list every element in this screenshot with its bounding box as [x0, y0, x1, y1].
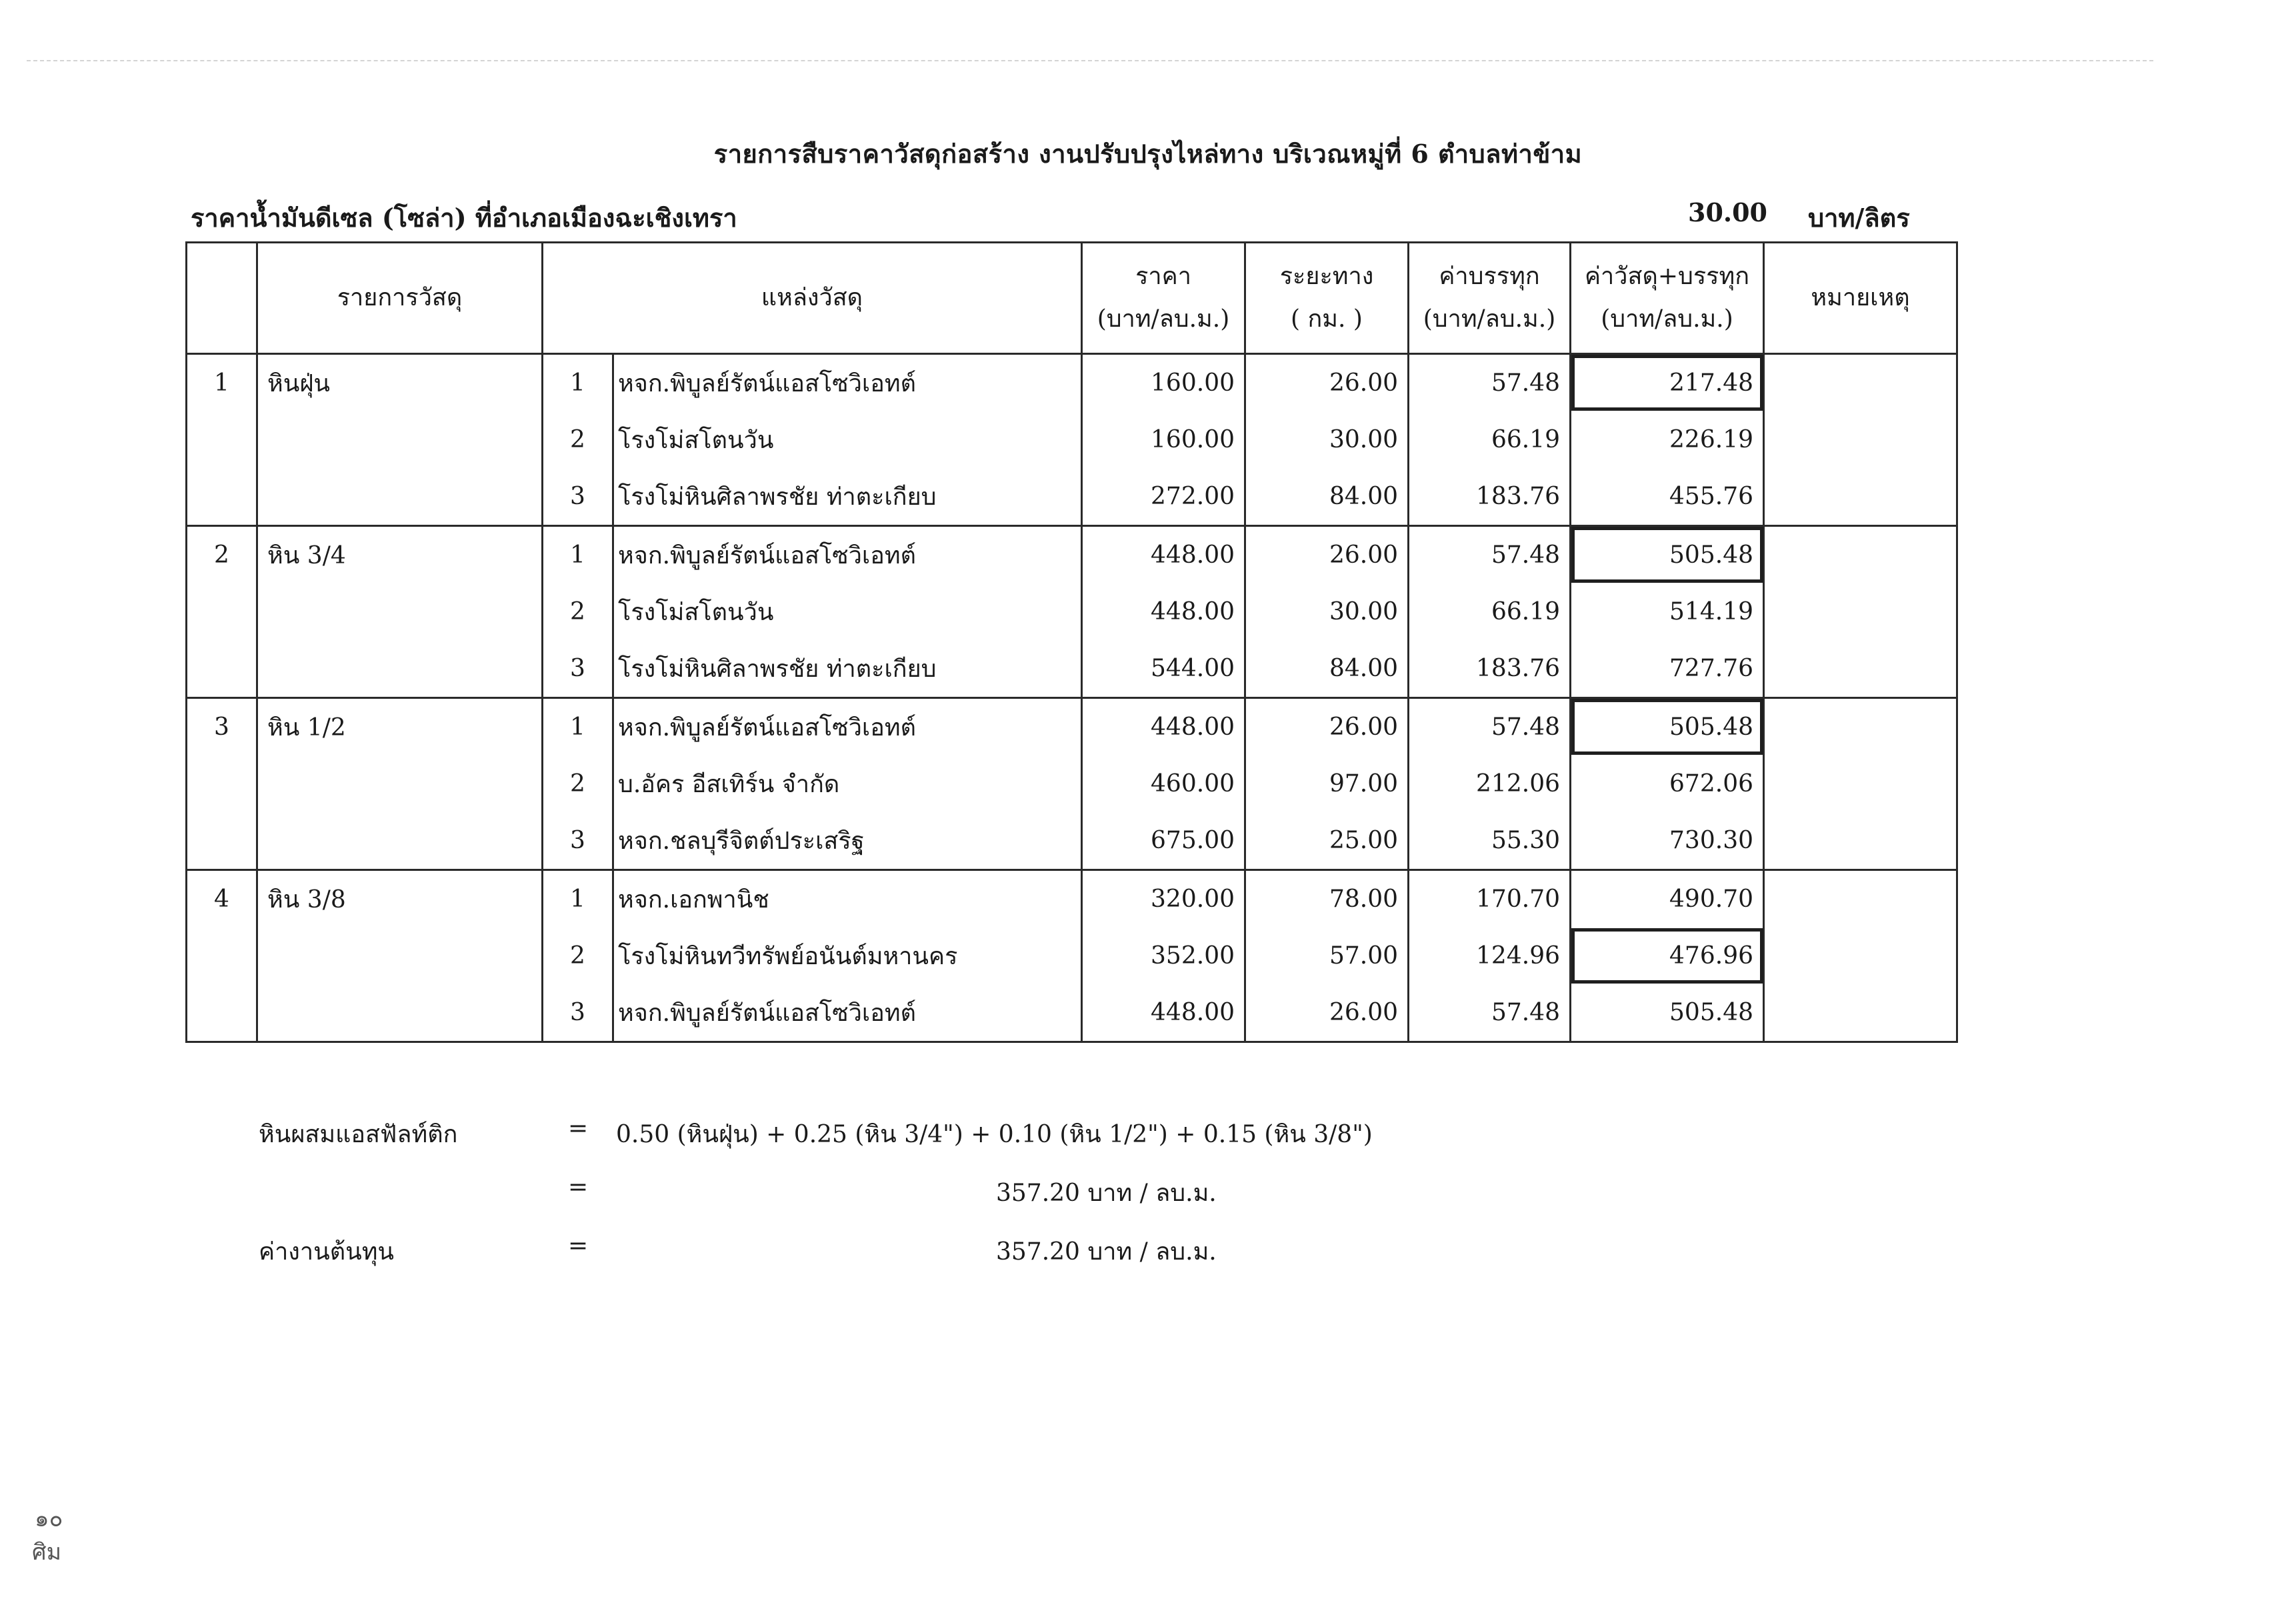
remark-cell — [1764, 354, 1957, 412]
distance-cell: 78.00 — [1245, 870, 1409, 928]
remark-cell — [1764, 755, 1957, 812]
source-index: 1 — [543, 526, 613, 584]
material-name: หินฝุ่น — [257, 354, 543, 412]
material-name: หิน 3/8 — [257, 870, 543, 928]
header-total: ค่าวัสดุ+บรรทุก (บาท/ลบ.ม.) — [1571, 243, 1764, 354]
distance-cell: 30.00 — [1245, 411, 1409, 468]
distance-cell: 84.00 — [1245, 468, 1409, 526]
group-index — [187, 755, 257, 812]
source-name: โรงโม่หินศิลาพรชัย ท่าตะเกียบ — [613, 468, 1082, 526]
header-index — [187, 243, 257, 354]
total-cell: 505.48 — [1571, 984, 1764, 1042]
page-number-mark: ๑๐ — [35, 1506, 63, 1532]
distance-cell: 57.00 — [1245, 928, 1409, 984]
table-row — [187, 755, 1957, 812]
source-index: 1 — [543, 698, 613, 756]
price-cell: 448.00 — [1082, 984, 1245, 1042]
haul-cell: 212.06 — [1409, 755, 1571, 812]
source-name: โรงโม่หินศิลาพรชัย ท่าตะเกียบ — [613, 640, 1082, 698]
total-cell: 672.06 — [1571, 755, 1764, 812]
source-name: โรงโม่สโตนวัน — [613, 411, 1082, 468]
total-cell: 226.19 — [1571, 411, 1764, 468]
table-row — [187, 812, 1957, 870]
total-cell: 514.19 — [1571, 583, 1764, 640]
haul-cell: 183.76 — [1409, 468, 1571, 526]
cost-label: ค่างานต้นทุน — [259, 1238, 395, 1266]
table-row — [187, 928, 1957, 984]
total-cell: 727.76 — [1571, 640, 1764, 698]
formula-label: หินผสมแอสฟัลท์ติก — [259, 1121, 458, 1148]
source-index: 3 — [543, 640, 613, 698]
group-index: 1 — [187, 354, 257, 412]
table-row — [187, 354, 1957, 412]
price-cell: 320.00 — [1082, 870, 1245, 928]
source-index: 2 — [543, 411, 613, 468]
material-name — [257, 411, 543, 468]
cost-result: 357.20 บาท / ลบ.ม. — [996, 1238, 1217, 1266]
price-cell: 160.00 — [1082, 354, 1245, 412]
distance-cell: 30.00 — [1245, 583, 1409, 640]
haul-cell: 124.96 — [1409, 928, 1571, 984]
material-name — [257, 928, 543, 984]
material-name — [257, 755, 543, 812]
material-name — [257, 812, 543, 870]
group-index — [187, 640, 257, 698]
material-name: หิน 1/2 — [257, 698, 543, 756]
distance-cell: 26.00 — [1245, 526, 1409, 584]
remark-cell — [1764, 928, 1957, 984]
source-name: หจก.พิบูลย์รัตน์แอสโซวิเอทต์ — [613, 984, 1082, 1042]
source-name: บ.อัคร อีสเทิร์น จำกัด — [613, 755, 1082, 812]
source-index: 2 — [543, 583, 613, 640]
material-name: หิน 3/4 — [257, 526, 543, 584]
distance-cell: 26.00 — [1245, 698, 1409, 756]
haul-cell: 66.19 — [1409, 411, 1571, 468]
price-cell: 460.00 — [1082, 755, 1245, 812]
header-source: แหล่งวัสดุ — [543, 243, 1082, 354]
price-cell: 160.00 — [1082, 411, 1245, 468]
table-row — [187, 984, 1957, 1042]
remark-cell — [1764, 411, 1957, 468]
haul-cell: 57.48 — [1409, 984, 1571, 1042]
distance-cell: 84.00 — [1245, 640, 1409, 698]
source-name: หจก.พิบูลย์รัตน์แอสโซวิเอทต์ — [613, 354, 1082, 412]
source-index: 1 — [543, 870, 613, 928]
remark-cell — [1764, 812, 1957, 870]
total-cell: 490.70 — [1571, 870, 1764, 928]
remark-cell — [1764, 870, 1957, 928]
price-cell: 272.00 — [1082, 468, 1245, 526]
formula-equals: = — [568, 1115, 589, 1142]
source-index: 3 — [543, 812, 613, 870]
source-index: 2 — [543, 928, 613, 984]
table-header-row — [187, 243, 1957, 354]
haul-cell: 55.30 — [1409, 812, 1571, 870]
total-cell: 455.76 — [1571, 468, 1764, 526]
source-name: หจก.ชลบุรีจิตต์ประเสริฐ — [613, 812, 1082, 870]
remark-cell — [1764, 526, 1957, 584]
material-name — [257, 640, 543, 698]
table-row — [187, 640, 1957, 698]
group-index: 4 — [187, 870, 257, 928]
header-haul: ค่าบรรทุก (บาท/ลบ.ม.) — [1409, 243, 1571, 354]
document-title: รายการสืบราคาวัสดุก่อสร้าง งานปรับปรุงไหล่ทาง บริเวณหมู่ที่ 6 ตำบลท่าข้าม — [713, 139, 1583, 169]
source-index: 2 — [543, 755, 613, 812]
distance-cell: 26.00 — [1245, 354, 1409, 412]
total-cell-selected: 476.96 — [1571, 928, 1764, 984]
remark-cell — [1764, 984, 1957, 1042]
group-index — [187, 812, 257, 870]
material-price-table — [185, 241, 1958, 1043]
price-cell: 448.00 — [1082, 526, 1245, 584]
material-name — [257, 468, 543, 526]
group-index — [187, 411, 257, 468]
table-row — [187, 583, 1957, 640]
formula-expression: 0.50 (หินฝุ่น) + 0.25 (หิน 3/4") + 0.10 (หิน 1/2") + 0.15 (หิน 3/8") — [616, 1121, 1373, 1148]
fuel-price-unit: บาท/ลิตร — [1808, 203, 1910, 233]
table-row — [187, 870, 1957, 928]
fuel-price-value: 30.00 — [1688, 197, 1767, 227]
scan-edge-line — [27, 60, 2153, 61]
header-remark: หมายเหตุ — [1764, 243, 1957, 354]
price-cell: 675.00 — [1082, 812, 1245, 870]
handwritten-initials: ศิม — [32, 1539, 61, 1566]
haul-cell: 183.76 — [1409, 640, 1571, 698]
source-name: หจก.พิบูลย์รัตน์แอสโซวิเอทต์ — [613, 526, 1082, 584]
total-cell-selected: 505.48 — [1571, 698, 1764, 756]
group-index — [187, 468, 257, 526]
group-index: 2 — [187, 526, 257, 584]
group-index — [187, 984, 257, 1042]
haul-cell: 57.48 — [1409, 526, 1571, 584]
haul-cell: 170.70 — [1409, 870, 1571, 928]
header-item: รายการวัสดุ — [257, 243, 543, 354]
cost-equals: = — [568, 1232, 589, 1260]
source-name: โรงโม่หินทวีทรัพย์อนันต์มหานคร — [613, 928, 1082, 984]
table-row — [187, 526, 1957, 584]
remark-cell — [1764, 640, 1957, 698]
total-cell-selected: 217.48 — [1571, 354, 1764, 412]
source-name: หจก.พิบูลย์รัตน์แอสโซวิเอทต์ — [613, 698, 1082, 756]
source-name: โรงโม่สโตนวัน — [613, 583, 1082, 640]
remark-cell — [1764, 583, 1957, 640]
table-row — [187, 468, 1957, 526]
material-name — [257, 984, 543, 1042]
distance-cell: 26.00 — [1245, 984, 1409, 1042]
source-index: 1 — [543, 354, 613, 412]
price-cell: 448.00 — [1082, 698, 1245, 756]
table-row — [187, 411, 1957, 468]
haul-cell: 57.48 — [1409, 698, 1571, 756]
result-equals: = — [568, 1174, 589, 1201]
price-cell: 448.00 — [1082, 583, 1245, 640]
haul-cell: 57.48 — [1409, 354, 1571, 412]
group-index: 3 — [187, 698, 257, 756]
source-index: 3 — [543, 984, 613, 1042]
source-index: 3 — [543, 468, 613, 526]
source-name: หจก.เอกพานิช — [613, 870, 1082, 928]
distance-cell: 97.00 — [1245, 755, 1409, 812]
remark-cell — [1764, 698, 1957, 756]
distance-cell: 25.00 — [1245, 812, 1409, 870]
table-row — [187, 698, 1957, 756]
header-price: ราคา (บาท/ลบ.ม.) — [1082, 243, 1245, 354]
price-cell: 544.00 — [1082, 640, 1245, 698]
header-distance: ระยะทาง ( กม. ) — [1245, 243, 1409, 354]
group-index — [187, 928, 257, 984]
group-index — [187, 583, 257, 640]
formula-result: 357.20 บาท / ลบ.ม. — [996, 1180, 1217, 1207]
fuel-price-label: ราคาน้ำมันดีเซล (โซล่า) ที่อำเภอเมืองฉะเชิงเทรา — [191, 203, 737, 233]
material-name — [257, 583, 543, 640]
haul-cell: 66.19 — [1409, 583, 1571, 640]
remark-cell — [1764, 468, 1957, 526]
total-cell-selected: 505.48 — [1571, 526, 1764, 584]
price-cell: 352.00 — [1082, 928, 1245, 984]
total-cell: 730.30 — [1571, 812, 1764, 870]
